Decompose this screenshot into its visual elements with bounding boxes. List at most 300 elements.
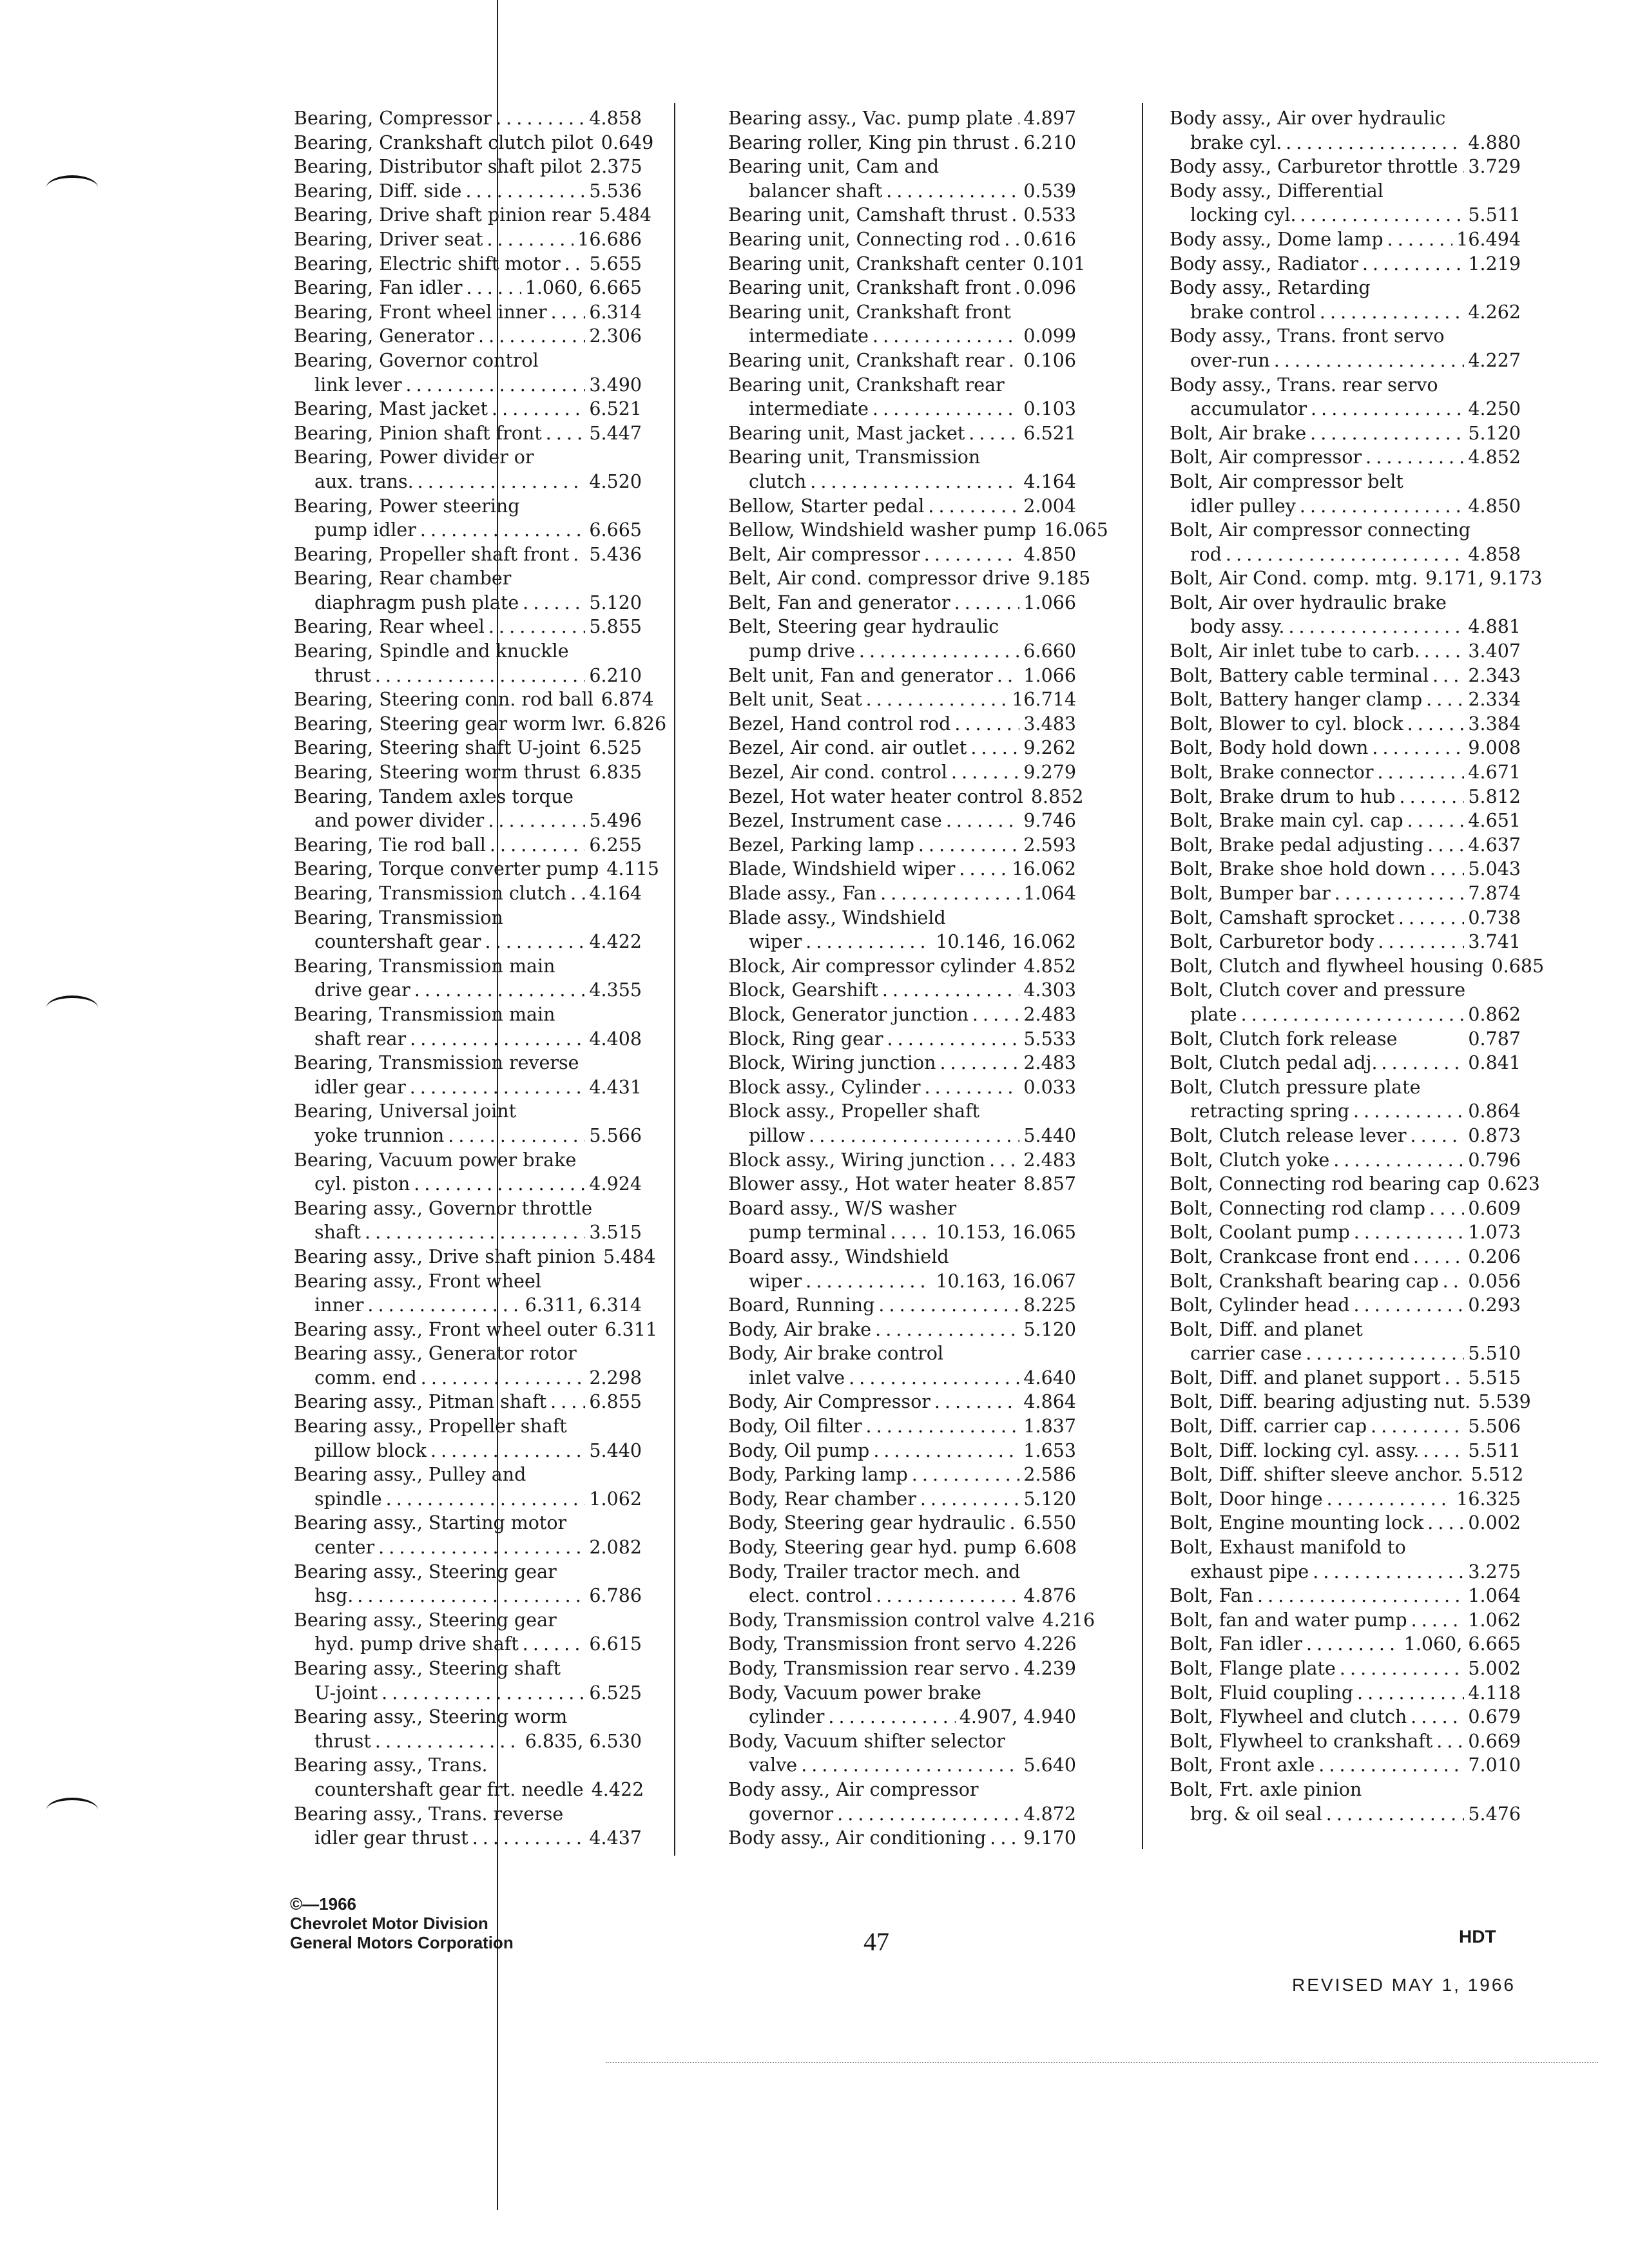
dot-leader (414, 1172, 585, 1196)
entry-text: Bearing unit, Mast jacket (728, 422, 965, 444)
index-entry (1170, 566, 1543, 591)
section-reference: 5.812 (1468, 785, 1521, 807)
entry-text: Body, Rear chamber (728, 1488, 916, 1510)
index-entry-continuation (728, 1584, 1076, 1608)
entry-text: comm. end (314, 1367, 417, 1389)
section-reference: 5.002 (1468, 1658, 1521, 1679)
section-reference: 0.862 (1468, 1003, 1521, 1025)
section-reference: 16.065 (1044, 519, 1108, 541)
entry-text: Bolt, Battery hanger clamp (1170, 689, 1423, 711)
section-reference: 6.210 (589, 664, 642, 686)
entry-text: Body, Trailer tractor mech. and (728, 1561, 1021, 1582)
entry-text: Bearing, Crankshaft clutch pilot (294, 131, 593, 153)
dot-leader (920, 1487, 1020, 1512)
section-reference: 6.255 (589, 834, 642, 856)
index-entry (728, 906, 1076, 930)
section-reference: 16.062 (1012, 858, 1076, 880)
section-reference: 6.660 (1023, 640, 1076, 662)
index-entry (1170, 421, 1521, 446)
index-entry (728, 518, 1108, 543)
index-entry-continuation (728, 1269, 1076, 1294)
section-reference: 4.227 (1468, 349, 1521, 371)
index-entry (728, 712, 1076, 736)
index-entry (294, 1269, 642, 1294)
entry-text: Bolt, Carburetor body (1170, 931, 1374, 953)
section-reference: 4.876 (1023, 1585, 1076, 1607)
entry-text: Board assy., W/S washer (728, 1197, 957, 1219)
index-entry (728, 857, 1076, 881)
section-reference: 0.539 (1023, 180, 1076, 202)
entry-text: Body assy., Air compressor (728, 1778, 979, 1800)
section-reference: 3.407 (1468, 640, 1521, 662)
section-reference: 9.170 (1023, 1827, 1076, 1849)
index-entry-continuation (294, 518, 642, 543)
dot-leader (465, 179, 585, 204)
section-reference: 0.796 (1468, 1149, 1521, 1171)
index-entry (1170, 1705, 1521, 1729)
entry-text: link lever (314, 374, 402, 396)
index-column-2 (728, 106, 1108, 1850)
entry-text: Bearing unit, Crankshaft front (728, 301, 1011, 323)
entry-text: Bearing, Pinion shaft front (294, 422, 542, 444)
section-reference: 6.210 (1023, 131, 1076, 153)
entry-text: Bearing, Governor control (294, 349, 539, 371)
index-entry-continuation (1170, 1099, 1521, 1124)
dot-leader (375, 664, 586, 688)
entry-text: pump drive (749, 640, 855, 662)
entry-text: spindle (314, 1488, 382, 1510)
entry-text: balancer shaft (749, 180, 883, 202)
index-entry (728, 1027, 1076, 1052)
entry-text: Bearing assy., Propeller shaft (294, 1416, 567, 1437)
section-reference: 1.062 (589, 1488, 642, 1510)
index-entry (294, 1657, 642, 1681)
entry-text: Bolt, Air inlet tube to carb. (1170, 640, 1420, 662)
index-entry (728, 1487, 1076, 1512)
punch-hole-mark (46, 175, 98, 200)
index-entry (728, 252, 1086, 276)
dot-leader (1426, 687, 1464, 712)
index-entry (1170, 252, 1521, 276)
entry-text: Bearing assy., Steering gear (294, 1609, 557, 1631)
index-entry (294, 736, 642, 760)
entry-text: Bolt, Door hinge (1170, 1488, 1323, 1510)
index-entry (728, 1463, 1076, 1487)
entry-text: Bolt, Clutch and flywheel housing (1170, 955, 1484, 977)
entry-text: Bearing, Compressor (294, 108, 492, 129)
entry-text: Bolt, Air Cond. comp. mtg. (1170, 568, 1418, 590)
index-entry (294, 494, 642, 519)
index-entry (1170, 1632, 1521, 1657)
index-entry-continuation (728, 1124, 1076, 1148)
section-reference: 16.494 (1456, 228, 1521, 250)
entry-text: Body assy., Carburetor throttle (1170, 156, 1458, 178)
section-reference: 4.250 (1468, 398, 1521, 420)
entry-text: elect. control (749, 1585, 872, 1607)
index-entry (1170, 639, 1521, 664)
section-reference: 4.907, 4.940 (959, 1706, 1076, 1728)
index-entry (728, 809, 1076, 833)
index-entry (1170, 1269, 1521, 1294)
dot-leader (1407, 712, 1465, 736)
index-entry (1170, 906, 1521, 930)
entry-text: countershaft gear frt. needle (314, 1778, 584, 1800)
dot-leader (1427, 1511, 1464, 1535)
section-reference: 8.857 (1023, 1173, 1076, 1195)
entry-text: wiper (749, 1270, 802, 1292)
entry-text: Block, Generator junction (728, 1003, 969, 1025)
section-reference: 5.566 (589, 1124, 642, 1146)
index-entry (1170, 1318, 1521, 1342)
dot-leader (805, 1269, 932, 1294)
entry-text: Belt, Steering gear hydraulic (728, 616, 999, 638)
index-entry (728, 1051, 1076, 1075)
section-reference: 1.073 (1468, 1222, 1521, 1244)
index-entry (294, 785, 642, 809)
dot-leader (472, 1826, 586, 1850)
section-reference: 5.511 (1468, 204, 1521, 226)
section-reference: 16.325 (1456, 1488, 1521, 1510)
section-reference: 5.120 (589, 591, 642, 613)
entry-text: Bearing, Transmission (294, 907, 503, 928)
entry-text: Bearing, Transmission main (294, 955, 555, 977)
section-reference: 4.671 (1468, 762, 1521, 783)
copyright-year: ©—1966 (290, 1894, 356, 1914)
entry-text: retracting spring (1190, 1100, 1349, 1122)
dot-leader (886, 179, 1019, 204)
index-entry-continuation (728, 1753, 1076, 1778)
index-entry (1170, 106, 1521, 131)
section-reference: 2.586 (1023, 1464, 1076, 1486)
section-reference: 9.171, 9.173 (1425, 568, 1543, 590)
dot-leader (1340, 1657, 1465, 1681)
dot-leader (1015, 276, 1020, 300)
index-entry (294, 397, 642, 421)
index-entry (728, 1657, 1076, 1681)
dot-leader (1318, 1753, 1464, 1778)
index-entry (1170, 1051, 1521, 1075)
index-entry (728, 1414, 1076, 1439)
index-entry (728, 1172, 1076, 1196)
entry-text: Bolt, Air compressor belt (1170, 470, 1403, 492)
dot-leader (970, 736, 1019, 760)
dot-leader (1399, 785, 1464, 809)
dot-leader (1333, 1148, 1464, 1173)
entry-text: Bolt, Air compressor connecting (1170, 519, 1470, 541)
entry-text: Blade, Windshield wiper (728, 858, 956, 880)
dot-leader (466, 276, 521, 300)
section-reference: 6.835 (589, 762, 642, 783)
index-entry (294, 1608, 642, 1633)
section-reference: 0.609 (1468, 1197, 1521, 1219)
section-reference: 0.864 (1468, 1100, 1521, 1122)
dot-leader (1378, 930, 1464, 954)
index-entry (1170, 470, 1521, 494)
section-reference: 4.262 (1468, 301, 1521, 323)
entry-text: Bolt, Brake drum to hub (1170, 785, 1396, 807)
section-reference: 7.874 (1468, 883, 1521, 904)
entry-text: Body, Vacuum power brake (728, 1682, 981, 1704)
entry-text: Bearing, Torque converter pump (294, 858, 599, 880)
entry-text: hsg. (314, 1585, 354, 1607)
entry-text: Bearing assy., Steering gear (294, 1561, 557, 1582)
dot-leader (1320, 300, 1465, 325)
index-entry (1170, 785, 1521, 809)
entry-text: Bolt, Diff. shifter sleeve anchor. (1170, 1464, 1463, 1486)
entry-text: carrier case (1190, 1343, 1302, 1365)
section-reference: 9.008 (1468, 737, 1521, 759)
section-reference: 6.525 (589, 737, 642, 759)
entry-text: Blade assy., Windshield (728, 907, 946, 928)
index-entry (728, 1318, 1076, 1342)
section-reference: 5.515 (1468, 1367, 1521, 1389)
dot-leader (523, 591, 585, 615)
dot-leader (837, 1802, 1019, 1827)
index-entry (728, 494, 1076, 519)
index-entry (1170, 155, 1521, 179)
section-reference: 10.163, 16.067 (936, 1270, 1076, 1292)
entry-text: Bearing, Transmission clutch (294, 883, 567, 904)
index-entry (728, 736, 1076, 760)
entry-text: Bolt, Diff. carrier cap (1170, 1416, 1367, 1437)
dot-leader (492, 397, 585, 421)
section-reference: 1.064 (1468, 1585, 1521, 1607)
dot-leader (1411, 1705, 1464, 1729)
index-entry-continuation (294, 1632, 642, 1657)
dot-leader (801, 1753, 1019, 1778)
dot-leader (386, 1487, 586, 1512)
entry-text: Bolt, Camshaft sprocket (1170, 907, 1394, 928)
section-reference: 5.512 (1470, 1464, 1524, 1486)
entry-text: idler gear thrust (314, 1827, 468, 1849)
section-reference: 0.685 (1491, 955, 1545, 977)
dot-leader (584, 760, 586, 785)
section-reference: 5.043 (1468, 858, 1521, 880)
entry-text: Bearing, Steering worm thrust (294, 762, 581, 783)
section-reference: 9.262 (1023, 737, 1076, 759)
section-reference: 3.515 (589, 1222, 642, 1244)
section-reference: 6.521 (589, 398, 642, 420)
section-reference: 1.219 (1468, 253, 1521, 274)
index-entry-continuation (294, 1535, 642, 1560)
index-entry (728, 155, 1076, 179)
dot-leader (809, 1124, 1019, 1148)
dot-leader (418, 470, 586, 494)
index-entry (728, 591, 1076, 615)
index-entry-continuation (728, 1705, 1076, 1729)
index-entry-continuation (728, 639, 1076, 664)
dot-leader (375, 1729, 521, 1754)
dot-leader (584, 736, 585, 760)
index-entry-continuation (728, 179, 1076, 204)
entry-text: Body assy., Retarding (1170, 277, 1371, 299)
index-entry (728, 978, 1076, 1003)
index-entry (728, 1341, 1076, 1366)
index-entry-continuation (728, 324, 1076, 349)
section-reference: 4.115 (606, 858, 659, 880)
entry-text: Bolt, Engine mounting lock (1170, 1512, 1424, 1534)
index-entry (728, 785, 1084, 809)
entry-text: Bearing assy., Vac. pump plate (728, 108, 1013, 129)
entry-text: brake cyl. (1190, 131, 1282, 153)
index-entry (1170, 1584, 1521, 1608)
section-reference: 6.855 (589, 1391, 642, 1413)
index-entry (294, 1051, 642, 1075)
entry-text: Bolt, Clutch release lever (1170, 1124, 1407, 1146)
dot-leader (1371, 1414, 1464, 1439)
entry-text: Bearing assy., Generator rotor (294, 1343, 577, 1365)
index-entry (294, 712, 667, 736)
entry-text: Body, Oil pump (728, 1439, 870, 1461)
dot-leader (1326, 1802, 1465, 1827)
dot-leader (876, 1584, 1019, 1608)
entry-text: Bolt, Flywheel and clutch (1170, 1706, 1407, 1728)
index-entry (728, 227, 1076, 252)
section-reference: 4.640 (1023, 1367, 1076, 1389)
index-column-1 (294, 106, 667, 1850)
entry-text: Bearing assy., Pitman shaft (294, 1391, 547, 1413)
index-entry (294, 1511, 642, 1535)
index-entry (728, 615, 1076, 639)
index-entry (294, 639, 642, 664)
dot-leader (1411, 1608, 1465, 1633)
entry-text: pump terminal (749, 1222, 887, 1244)
entry-text: Bezel, Parking lamp (728, 834, 914, 856)
index-entry-continuation (294, 1729, 642, 1754)
entry-text: Bolt, Brake pedal adjusting (1170, 834, 1424, 856)
section-reference: 8.852 (1030, 785, 1084, 807)
entry-text: Block assy., Propeller shaft (728, 1100, 980, 1122)
index-entry-continuation (294, 1220, 642, 1245)
section-reference: 5.855 (589, 616, 642, 638)
entry-text: Bearing, Steering shaft U-joint (294, 737, 581, 759)
section-reference: 16.714 (1012, 689, 1076, 711)
section-reference: 2.483 (1023, 1149, 1076, 1171)
index-entry-continuation (294, 809, 642, 833)
entry-text: Bearing unit, Crankshaft rear (728, 374, 1005, 396)
entry-text: accumulator (1190, 398, 1307, 420)
section-reference: 7.010 (1468, 1754, 1521, 1776)
entry-text: Bearing, Spindle and knuckle (294, 640, 569, 662)
entry-text: Body, Air Compressor (728, 1391, 930, 1413)
entry-text: locking cyl. (1190, 204, 1296, 226)
section-reference: 0.106 (1023, 349, 1076, 371)
dot-leader (1445, 1366, 1465, 1390)
section-reference: 4.858 (1468, 543, 1521, 565)
dot-leader (1335, 881, 1465, 906)
section-reference: 2.483 (1023, 1003, 1076, 1025)
section-reference: 4.422 (589, 931, 642, 953)
copyright-division: Chevrolet Motor Division (290, 1914, 488, 1933)
dot-leader (878, 1293, 1019, 1318)
index-entry-continuation (1170, 494, 1521, 519)
index-entry (728, 1608, 1095, 1633)
dot-leader (997, 664, 1019, 688)
dot-leader (875, 1318, 1019, 1342)
index-entry-continuation (728, 1366, 1076, 1390)
entry-text: Bolt, Flywheel to crankshaft (1170, 1730, 1433, 1752)
dot-leader (381, 1681, 585, 1706)
index-entry (294, 833, 642, 858)
entry-text: Block, Gearshift (728, 979, 878, 1001)
section-reference: 4.355 (589, 979, 642, 1001)
index-entry (1170, 1511, 1521, 1535)
entry-text: Bolt, Crankcase front end (1170, 1245, 1410, 1267)
entry-text: Bolt, Cylinder head (1170, 1294, 1350, 1316)
entry-text: inlet valve (749, 1367, 845, 1389)
section-reference: 5.506 (1468, 1416, 1521, 1437)
entry-text: Bearing, Power divider or (294, 447, 534, 468)
section-reference: 5.496 (589, 810, 642, 832)
entry-text: Block, Wiring junction (728, 1052, 936, 1074)
index-entry (294, 1390, 642, 1414)
index-entry (1170, 978, 1521, 1003)
dot-leader (990, 1826, 1019, 1850)
dot-leader (1311, 397, 1464, 421)
dot-leader (1424, 639, 1465, 664)
section-reference: 4.216 (1042, 1609, 1095, 1631)
entry-text: and power divider (314, 810, 485, 832)
manual-code: HDT (1459, 1927, 1496, 1946)
dot-leader (1354, 1220, 1465, 1245)
index-entry-continuation (294, 930, 642, 954)
entry-text: hyd. pump drive shaft (314, 1633, 519, 1655)
index-entry (728, 1293, 1076, 1318)
section-reference: 1.066 (1023, 664, 1076, 686)
index-entry (728, 373, 1076, 398)
section-reference: 6.314 (589, 301, 642, 323)
entry-text: Bolt, Connecting rod clamp (1170, 1197, 1425, 1219)
index-entry (294, 1705, 642, 1729)
dot-leader (1313, 1560, 1464, 1584)
index-entry-continuation (1170, 543, 1521, 567)
section-reference: 1.837 (1023, 1416, 1076, 1437)
entry-text: wiper (749, 931, 802, 953)
index-entry-continuation (294, 1075, 642, 1100)
entry-text: clutch (749, 470, 807, 492)
index-entry (728, 1511, 1076, 1535)
section-reference: 3.483 (1023, 713, 1076, 735)
entry-text: Bearing assy., Starting motor (294, 1512, 567, 1534)
index-entry (294, 203, 652, 227)
section-reference: 4.226 (1024, 1633, 1077, 1655)
index-entry (294, 857, 659, 881)
dot-leader (367, 1293, 521, 1318)
entry-text: Bolt, Air brake (1170, 422, 1307, 444)
entry-text: Body, Steering gear hyd. pump (728, 1537, 1017, 1559)
section-reference: 6.835, 6.530 (525, 1730, 642, 1752)
dot-leader (940, 1051, 1019, 1075)
index-entry (294, 615, 642, 639)
index-entry-continuation (1170, 131, 1521, 155)
dot-leader (1362, 252, 1464, 276)
section-reference: 5.533 (1023, 1028, 1076, 1050)
dot-leader (969, 421, 1019, 446)
index-entry (728, 1439, 1076, 1463)
entry-text: Belt, Air compressor (728, 543, 920, 565)
index-entry (728, 881, 1076, 906)
entry-text: cyl. piston (314, 1173, 410, 1195)
index-entry-continuation (1170, 203, 1521, 227)
index-entry (294, 1802, 642, 1827)
entry-text: Bolt, Front axle (1170, 1754, 1315, 1776)
dot-leader (882, 978, 1019, 1003)
index-entry (1170, 373, 1521, 398)
index-entry (294, 252, 642, 276)
section-reference: 4.850 (1468, 495, 1521, 517)
entry-text: Bezel, Air cond. control (728, 762, 947, 783)
entry-text: Bearing, Rear wheel (294, 616, 485, 638)
